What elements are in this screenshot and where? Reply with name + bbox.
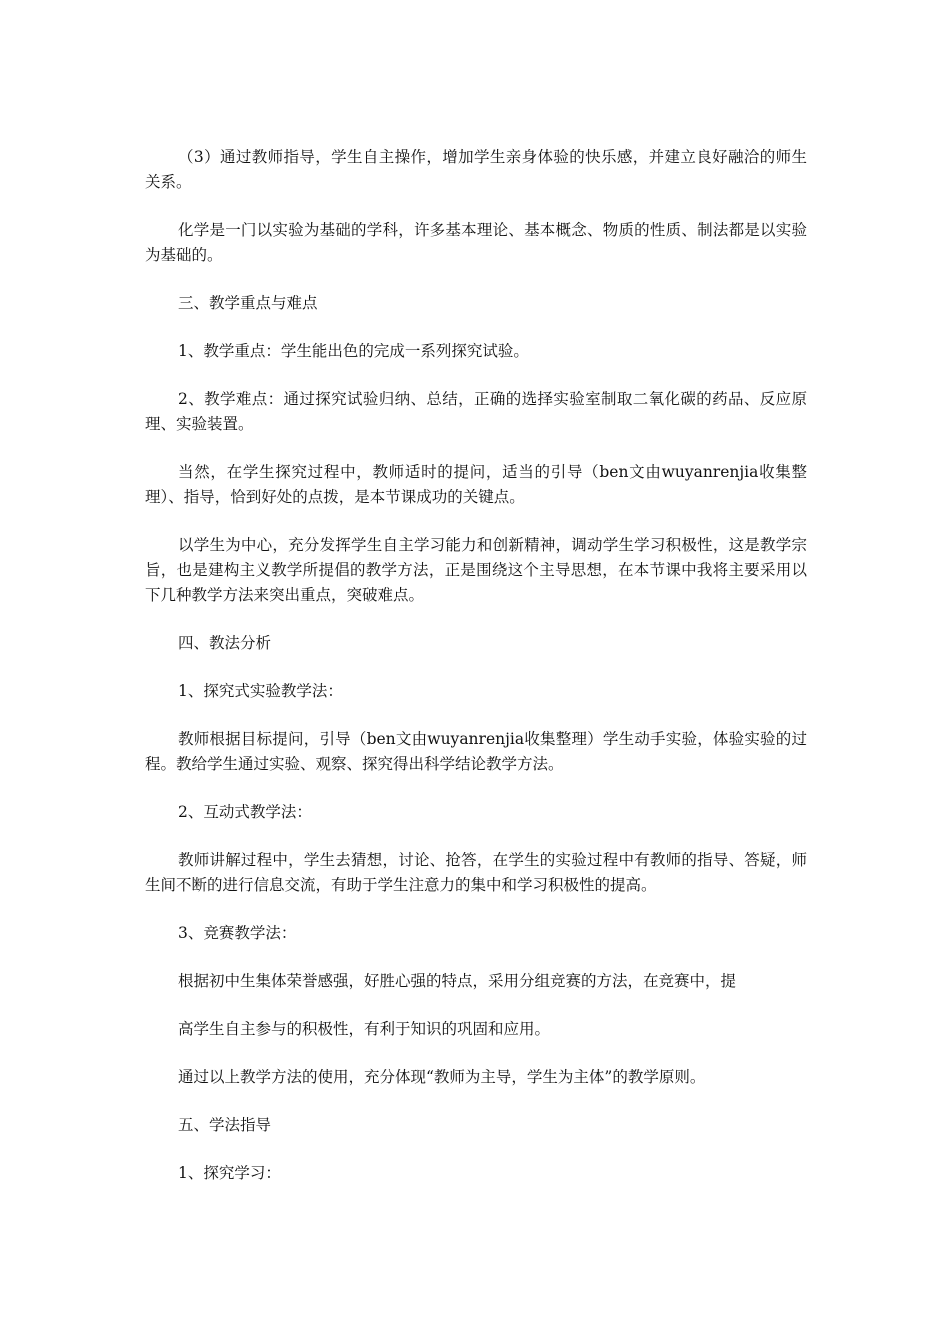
paragraph-key-point: 1、教学重点：学生能出色的完成一系列探究试验。 [178, 342, 529, 360]
subheading-inquiry-method: 1、探究式实验教学法： [178, 682, 343, 700]
paragraph-inquiry-method: 教师根据目标提问，引导（ben文由wuyanrenjia收集整理）学生动手实验，体验实验的过程。教给学生通过实验、观察、探究得出科学结论教学方法。 [145, 730, 807, 773]
subheading-competition-method: 3、竞赛教学法： [178, 924, 297, 942]
paragraph-teaching-principle: 通过以上教学方法的使用，充分体现“教师为主导，学生为主体”的教学原则。 [178, 1068, 706, 1086]
paragraph-competition-method-2: 高学生自主参与的积极性，有利于知识的巩固和应用。 [178, 1020, 551, 1038]
paragraph-interactive-method: 教师讲解过程中，学生去猜想，讨论、抢答，在学生的实验过程中有教师的指导、答疑，师生间不断的进行信息交流，有助于学生注意力的集中和学习积极性的提高。 [145, 851, 807, 894]
paragraph-objective-3: （3）通过教师指导，学生自主操作，增加学生亲身体验的快乐感，并建立良好融洽的师生关系。 [145, 148, 807, 191]
section-heading-key-points: 三、教学重点与难点 [178, 294, 318, 312]
section-heading-teaching-methods: 四、教法分析 [178, 634, 272, 652]
paragraph-guidance: 当然，在学生探究过程中，教师适时的提问，适当的引导（ben文由wuyanrenjia收集整理）、指导，恰到好处的点拨，是本节课成功的关键点。 [145, 463, 807, 506]
section-heading-study-guidance: 五、学法指导 [178, 1116, 272, 1134]
paragraph-student-centered: 以学生为中心，充分发挥学生自主学习能力和创新精神，调动学生学习积极性，这是教学宗旨，也是建构主义教学所提倡的教学方法，正是围绕这个主导思想，在本节课中我将主要采用以下几种教学方法来突出重点，突破难点。 [145, 536, 807, 604]
subheading-interactive-method: 2、互动式教学法： [178, 803, 312, 821]
paragraph-difficulty: 2、教学难点：通过探究试验归纳、总结，正确的选择实验室制取二氧化碳的药品、反应原理、实验装置。 [145, 390, 807, 433]
subheading-inquiry-learning: 1、探究学习： [178, 1164, 281, 1182]
paragraph-competition-method-1: 根据初中生集体荣誉感强，好胜心强的特点，采用分组竞赛的方法，在竞赛中，提 [178, 972, 737, 990]
paragraph-chemistry-intro: 化学是一门以实验为基础的学科，许多基本理论、基本概念、物质的性质、制法都是以实验为基础的。 [145, 221, 807, 264]
document-body [145, 145, 807, 1209]
